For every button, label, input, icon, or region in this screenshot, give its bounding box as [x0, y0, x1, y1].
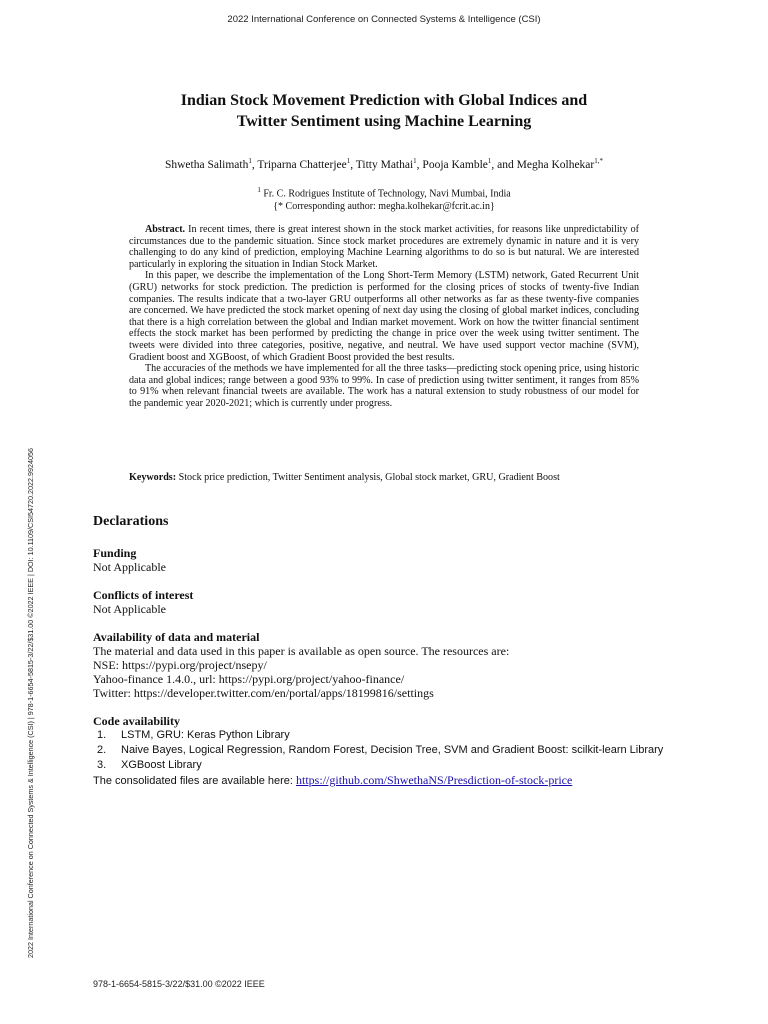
affiliation-sup: 1 [257, 186, 261, 194]
author-sup: 1 [487, 157, 492, 165]
author-sup: 1 [248, 157, 252, 165]
repository-link[interactable]: https://github.com/ShwethaNS/Presdiction-of-stock-price [296, 773, 573, 787]
data-availability-line: Yahoo-finance 1.4.0., url: https://pypi.org/project/yahoo-finance/ [93, 672, 405, 686]
abstract-text-1: In recent times, there is great interest shown in the stock market activities, for reasons like unpredictability of circumstances due to the pandemic situation. Since stock market procedures are extremely dynamic in nature and it is very challenging to do any kind of prediction, employing Machine Learning algorithms to do so is but natural. We are interested particularly in exploring the situation in Indian Stock Market. [129, 224, 639, 270]
author-sep: , and [491, 158, 517, 171]
keywords-label: Keywords: [129, 472, 177, 483]
list-text: XGBoost Library [121, 759, 202, 771]
copyright-footer: 978-1-6654-5815-3/22/$31.00 ©2022 IEEE [93, 979, 265, 989]
author-sup: 1 [413, 157, 417, 165]
repository-prefix: The consolidated files are available here: [93, 775, 297, 787]
conference-header: 2022 International Conference on Connected Systems & Intelligence (CSI) [227, 14, 541, 25]
title-line-2: Twitter Sentiment using Machine Learning [236, 113, 532, 130]
abstract-paragraph-3: The accuracies of the methods we have implemented for all the three tasks—predicting stock opening price, using historic data and global indices; range between a good 93% to 99%. In case of prediction using twitter sentiment, it ranges from 85% to 91% when relevant financial tweets are available. The work has a natural extension to study robustness of our model for the pandemic year 2020-2021; which is currently under progress. [129, 363, 639, 409]
abstract-paragraph-2: In this paper, we describe the implementation of the Long Short-Term Memory (LSTM) network, Gated Recurrent Unit (GRU) networks for stock prediction. The prediction is performed for the closing prices of stocks of twenty-five Indian companies. The results indicate that a two-layer GRU outperforms all other networks as far as these twenty-five companies are concerned. We have predicted the stock market opening of next day using the closing of global market indices, concluding that there is a high correlation between the global and Indian market movement. Work on how the twitter financial sentiment effects the stock market has been performed by predicting the change in price over the week using twitter sentiment. The tweets were divided into three categories, positive, negative, and neutral. We have used support vector machine (SVM), Gradient boost and XGBoost, of which Gradient Boost provided the best results. [129, 270, 639, 363]
author-name: Megha Kolhekar [516, 158, 595, 171]
abstract-paragraph-1 [129, 224, 639, 270]
author-list [60, 157, 708, 171]
funding-body: Not Applicable [93, 560, 166, 574]
author-sup: 1,* [594, 157, 603, 165]
affiliation [60, 184, 708, 200]
affiliation-block [60, 184, 708, 213]
author-name: Titty Mathai [355, 158, 414, 171]
code-list [93, 728, 693, 773]
doi-side-strip: 2022 International Conference on Connected Systems & Intelligence (CSI) | 978-1-6654-5815-3/22/$31.00 ©2022 IEEE | DOI: 10.1109/CSI54720.2022.9924056 [26, 448, 35, 958]
code-availability-heading: Code availability [93, 714, 181, 728]
affiliation-text: Fr. C. Rodrigues Institute of Technology, Navi Mumbai, India [263, 188, 511, 200]
data-availability-line: The material and data used in this paper is available as open source. The resources are: [93, 644, 510, 658]
abstract-label: Abstract. [145, 224, 186, 235]
title-line-1: Indian Stock Movement Prediction with Global Indices and [180, 92, 588, 109]
author-name: Triparna Chatterjee [257, 158, 347, 171]
data-availability-line: NSE: https://pypi.org/project/nsepy/ [93, 658, 267, 672]
abstract [129, 224, 639, 410]
conflicts-body: Not Applicable [93, 602, 166, 616]
list-item [93, 758, 693, 773]
declarations-title: Declarations [93, 514, 169, 529]
author-sep: , [416, 158, 423, 171]
list-text: Naive Bayes, Logical Regression, Random Forest, Decision Tree, SVM and Gradient Boost: scilkit-learn Library [121, 744, 664, 756]
list-item [93, 743, 693, 758]
keywords [129, 472, 639, 483]
corresponding-author: {* Corresponding author: megha.kolhekar@fcrit.ac.in} [273, 201, 495, 213]
data-availability-heading: Availability of data and material [93, 630, 260, 644]
author-name: Pooja Kamble [422, 158, 488, 171]
repository-line [93, 773, 693, 789]
keywords-text: Stock price prediction, Twitter Sentiment analysis, Global stock market, GRU, Gradient Boost [178, 472, 560, 483]
declarations-section [93, 514, 693, 789]
list-item [93, 728, 693, 743]
author-sep: , [251, 158, 258, 171]
author-sep: , [350, 158, 356, 171]
conflicts-heading: Conflicts of interest [93, 588, 194, 602]
funding-heading: Funding [93, 546, 137, 560]
list-number: 1. [97, 729, 107, 741]
data-availability-line: Twitter: https://developer.twitter.com/en/portal/apps/18199816/settings [93, 686, 434, 700]
author-name: Shwetha Salimath [164, 158, 249, 171]
author-sup: 1 [346, 157, 351, 165]
list-number: 3. [97, 759, 107, 771]
list-number: 2. [97, 744, 107, 756]
list-text: LSTM, GRU: Keras Python Library [121, 729, 290, 741]
paper-title [80, 90, 688, 132]
